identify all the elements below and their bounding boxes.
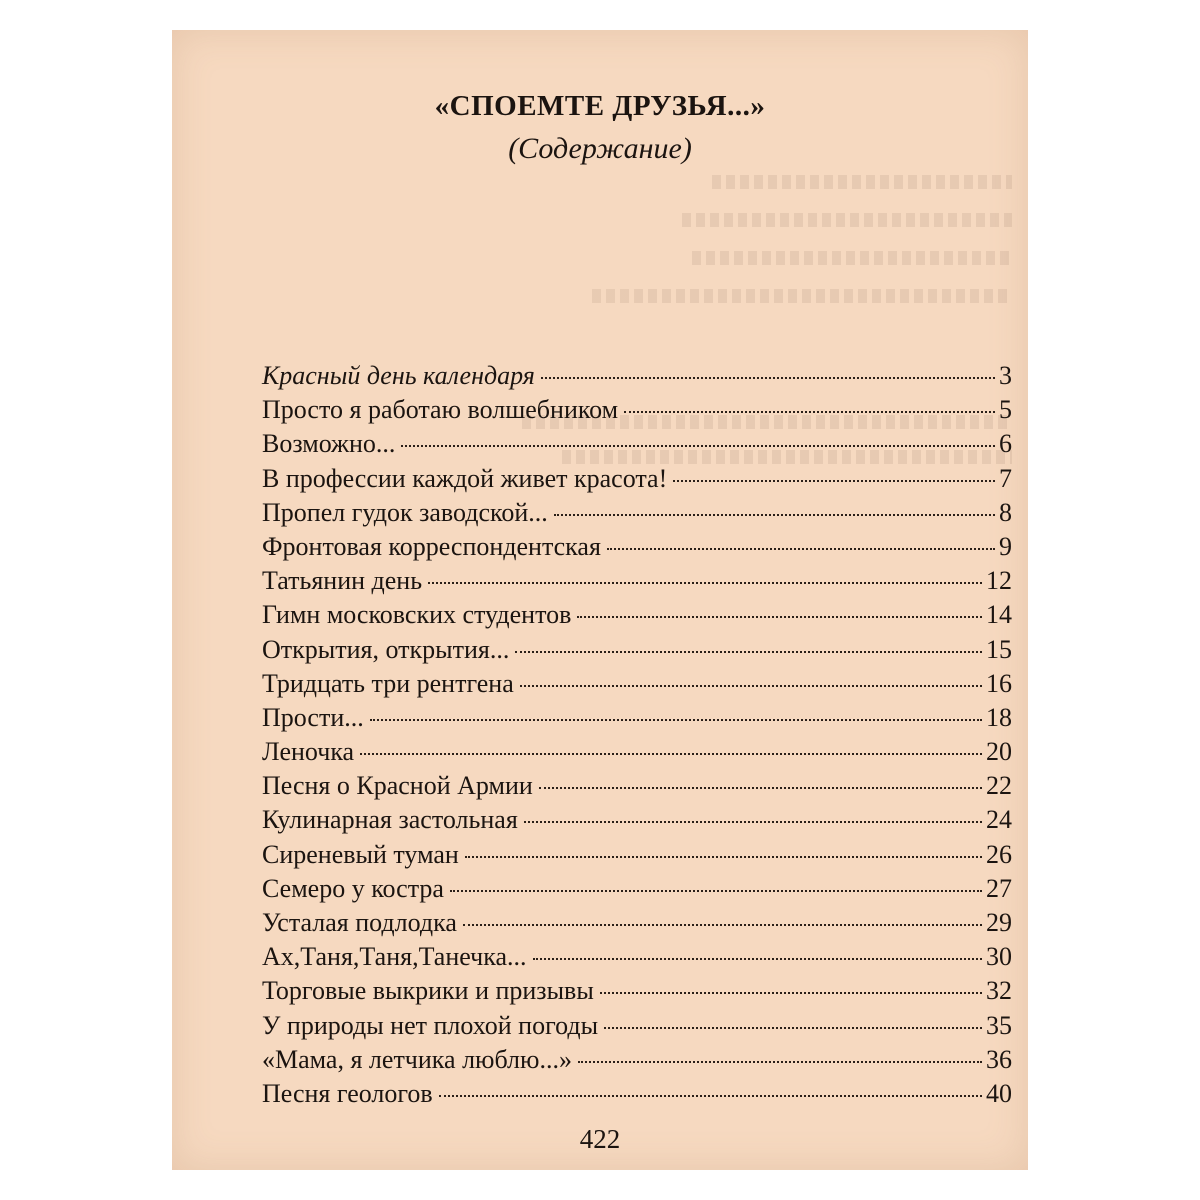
dot-leader xyxy=(533,958,982,960)
dot-leader xyxy=(539,787,982,789)
toc-entry xyxy=(262,940,1012,974)
toc-entry-title: Возможно... xyxy=(262,429,396,459)
toc-entry-title: Сиреневый туман xyxy=(262,839,459,869)
toc-entry-page: 40 xyxy=(986,1078,1012,1108)
dot-leader xyxy=(439,1095,982,1097)
dot-leader xyxy=(604,1027,982,1029)
toc-entry-title: Тридцать три рентгена xyxy=(262,668,514,698)
toc-entry xyxy=(262,906,1012,940)
toc-entry-page: 7 xyxy=(999,463,1012,493)
toc-entry-title: Ах,Таня,Таня,Танечка... xyxy=(262,942,527,972)
dot-leader xyxy=(450,890,982,892)
toc-entry-title: Гимн московских студентов xyxy=(262,600,572,630)
toc-entry-page: 24 xyxy=(986,805,1012,835)
toc-entry-page: 22 xyxy=(986,771,1012,801)
dot-leader xyxy=(401,445,995,447)
toc-entry-page: 36 xyxy=(986,1044,1012,1074)
toc-entry-page: 5 xyxy=(999,395,1012,425)
toc-entry-title: Торговые выкрики и призывы xyxy=(262,976,594,1006)
toc-entry-page: 3 xyxy=(999,361,1012,390)
toc-entry xyxy=(262,530,1012,564)
toc-entry-page: 18 xyxy=(986,702,1012,732)
toc-entry-page: 6 xyxy=(999,429,1012,459)
toc-entry xyxy=(262,735,1012,769)
dot-leader xyxy=(578,1061,982,1063)
dot-leader xyxy=(465,856,982,858)
dot-leader xyxy=(515,651,982,653)
toc-entry-page: 8 xyxy=(999,497,1012,527)
toc-entry-title: Прости... xyxy=(262,702,364,732)
toc-entry-title: Песня о Красной Армии xyxy=(262,771,533,801)
toc-entry-page: 35 xyxy=(986,1010,1012,1040)
toc-entry-title: Татьянин день xyxy=(262,566,423,596)
toc-entry-page: 30 xyxy=(986,942,1012,972)
toc-entry-title: Усталая подлодка xyxy=(262,908,457,937)
dot-leader xyxy=(673,480,995,482)
page-number: 422 xyxy=(579,1124,621,1154)
toc-entry-page: 12 xyxy=(986,566,1012,596)
toc-entry-title: Пропел гудок заводской... xyxy=(262,497,548,527)
toc-entry-page: 29 xyxy=(986,908,1012,937)
toc-entry xyxy=(262,838,1012,872)
toc-entry-title: Фронтовая корреспондентская xyxy=(262,531,601,561)
toc-entry-title: Леночка xyxy=(262,737,355,767)
dot-leader xyxy=(520,685,982,687)
toc-entry xyxy=(262,872,1012,906)
dot-leader xyxy=(360,753,982,755)
toc-entry xyxy=(262,564,1012,598)
dot-leader xyxy=(554,514,995,516)
toc-entry-page: 32 xyxy=(986,976,1012,1006)
dot-leader xyxy=(541,377,995,379)
toc-entry-page: 27 xyxy=(986,873,1012,903)
toc-entry xyxy=(262,1043,1012,1077)
toc-entry-title: Песня геологов xyxy=(262,1078,433,1108)
toc-entry xyxy=(262,974,1012,1008)
toc-entry xyxy=(262,462,1012,496)
toc-entry-title: У природы нет плохой погоды xyxy=(262,1010,599,1040)
toc-entry-title: Просто я работаю волшебником xyxy=(262,395,619,425)
book-page xyxy=(172,30,1028,1170)
toc-entry xyxy=(262,1009,1012,1043)
toc-entry-title: Открытия, открытия... xyxy=(262,634,510,664)
toc-entry-page: 14 xyxy=(986,600,1012,630)
toc-entry xyxy=(262,393,1012,427)
toc-entry-title: Красный день календаря xyxy=(262,361,535,390)
toc-entry-page: 26 xyxy=(986,839,1012,869)
toc-entry xyxy=(262,427,1012,461)
book-title: «СПОЕМТЕ ДРУЗЬЯ...» xyxy=(434,90,766,122)
toc-entry-title: «Мама, я летчика люблю...» xyxy=(262,1044,572,1074)
toc-entry xyxy=(262,598,1012,632)
dot-leader xyxy=(577,616,982,618)
toc-entry xyxy=(262,701,1012,735)
toc-entry-title: Кулинарная застольная xyxy=(262,805,518,835)
dot-leader xyxy=(607,548,995,550)
toc-entry xyxy=(262,769,1012,803)
dot-leader xyxy=(624,411,995,413)
toc-entry-page: 16 xyxy=(986,668,1012,698)
dot-leader xyxy=(524,821,982,823)
section-subtitle: (Содержание) xyxy=(508,132,692,165)
toc-entry-title: В профессии каждой живет красота! xyxy=(262,463,668,493)
toc-entry xyxy=(262,667,1012,701)
toc-entry xyxy=(262,359,1012,393)
toc-entry xyxy=(262,496,1012,530)
dot-leader xyxy=(370,719,982,721)
toc-entry-page: 15 xyxy=(986,634,1012,664)
toc-entry-title: Семеро у костра xyxy=(262,873,444,903)
toc-entry xyxy=(262,803,1012,837)
dot-leader xyxy=(600,992,982,994)
toc-entry xyxy=(262,1077,1012,1111)
table-of-contents xyxy=(262,359,1012,1111)
dot-leader xyxy=(428,582,982,584)
toc-entry-page: 20 xyxy=(986,737,1012,767)
toc-entry-page: 9 xyxy=(999,531,1012,561)
dot-leader xyxy=(463,924,982,926)
toc-entry xyxy=(262,633,1012,667)
